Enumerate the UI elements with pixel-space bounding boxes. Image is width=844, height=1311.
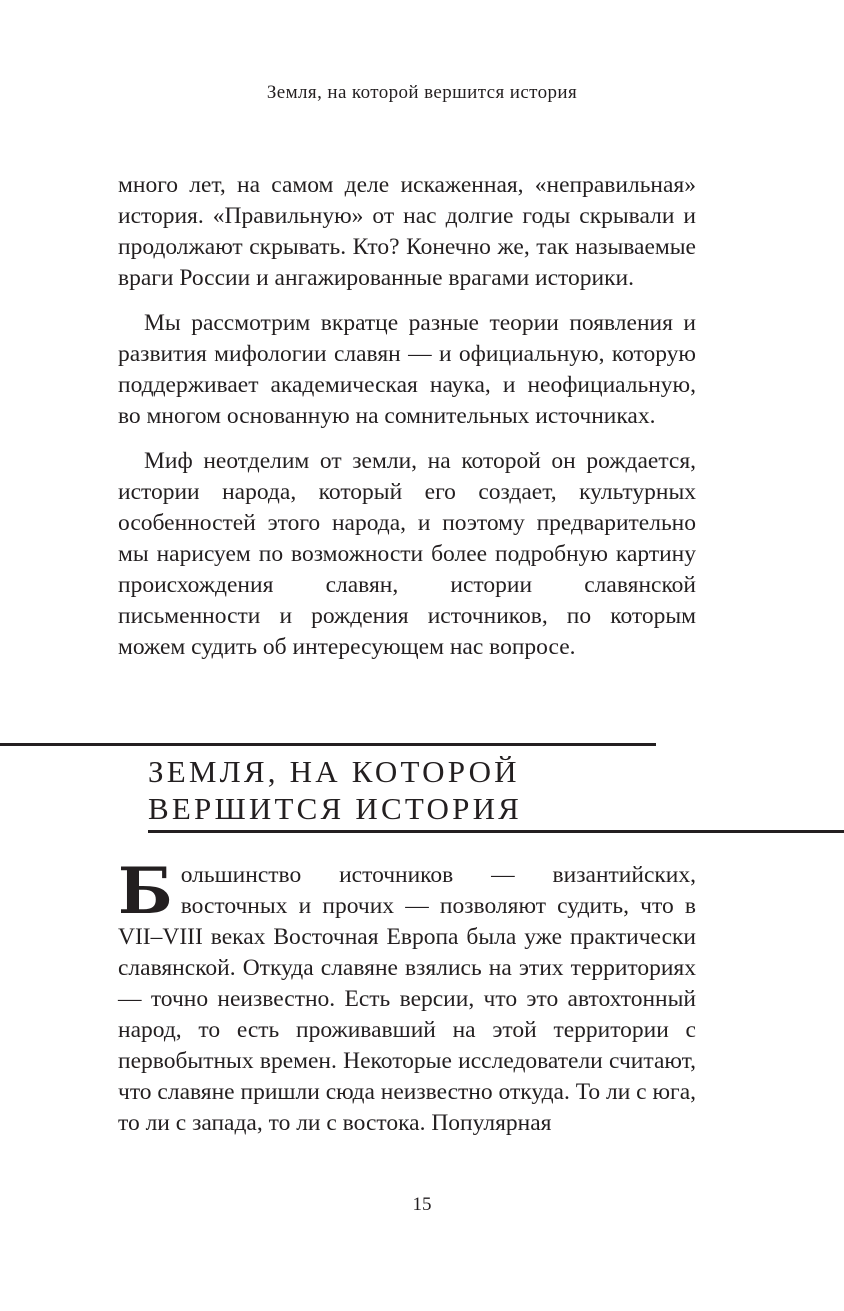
paragraph: Миф неотделим от земли, на которой он рождается, истории народа, который его создает, культурных особенностей этого народа, и поэтому предварительно мы нарисуем по возможности более подробную картину происхождения славян, истории славянской письменности и рождения источников, по которым можем судить об интересующем нас вопросе.: [118, 448, 696, 660]
section-rule-bottom: [148, 830, 844, 833]
running-head: Земля, на которой вершится история: [266, 82, 578, 103]
intro-text: [118, 170, 696, 663]
paragraph: много лет, на самом деле искаженная, «неправильная» история. «Правильную» от нас долгие годы скрывали и продолжают скрывать. Кто? Конечно же, так называемые враги России и ангажированные врагами историки.: [118, 172, 696, 291]
section-heading: [148, 753, 708, 827]
paragraph: [118, 854, 696, 1139]
page-number: 15: [412, 1194, 432, 1215]
paragraph-text: ольшинство источников — византийских, восточных и прочих — позволяют судить, что в VII–VIII веках Восточная Европа была уже практически славянской. Откуда славяне взялись на этих территориях — точно неизвестно. Есть версии, что это автохтонный народ, то есть проживавший на этой территории с первобытных времен. Некоторые исследователи считают, что славяне пришли сюда неизвестно откуда. То ли с юга, то ли с запада, то ли с востока. Популярная: [118, 862, 696, 1136]
paragraph: Мы рассмотрим вкратце разные теории появления и развития мифологии славян — и официальную, которую поддерживает академическая наука, и неофициальную, во многом основанную на сомнительных источниках.: [118, 310, 696, 429]
section-heading-line-1: ЗЕМЛЯ, НА КОТОРОЙ: [148, 754, 520, 789]
drop-cap: Б: [118, 854, 173, 929]
body-text: [118, 854, 696, 1139]
section-heading-line-2: ВЕРШИТСЯ ИСТОРИЯ: [148, 791, 523, 826]
section-rule-top: [0, 743, 656, 746]
